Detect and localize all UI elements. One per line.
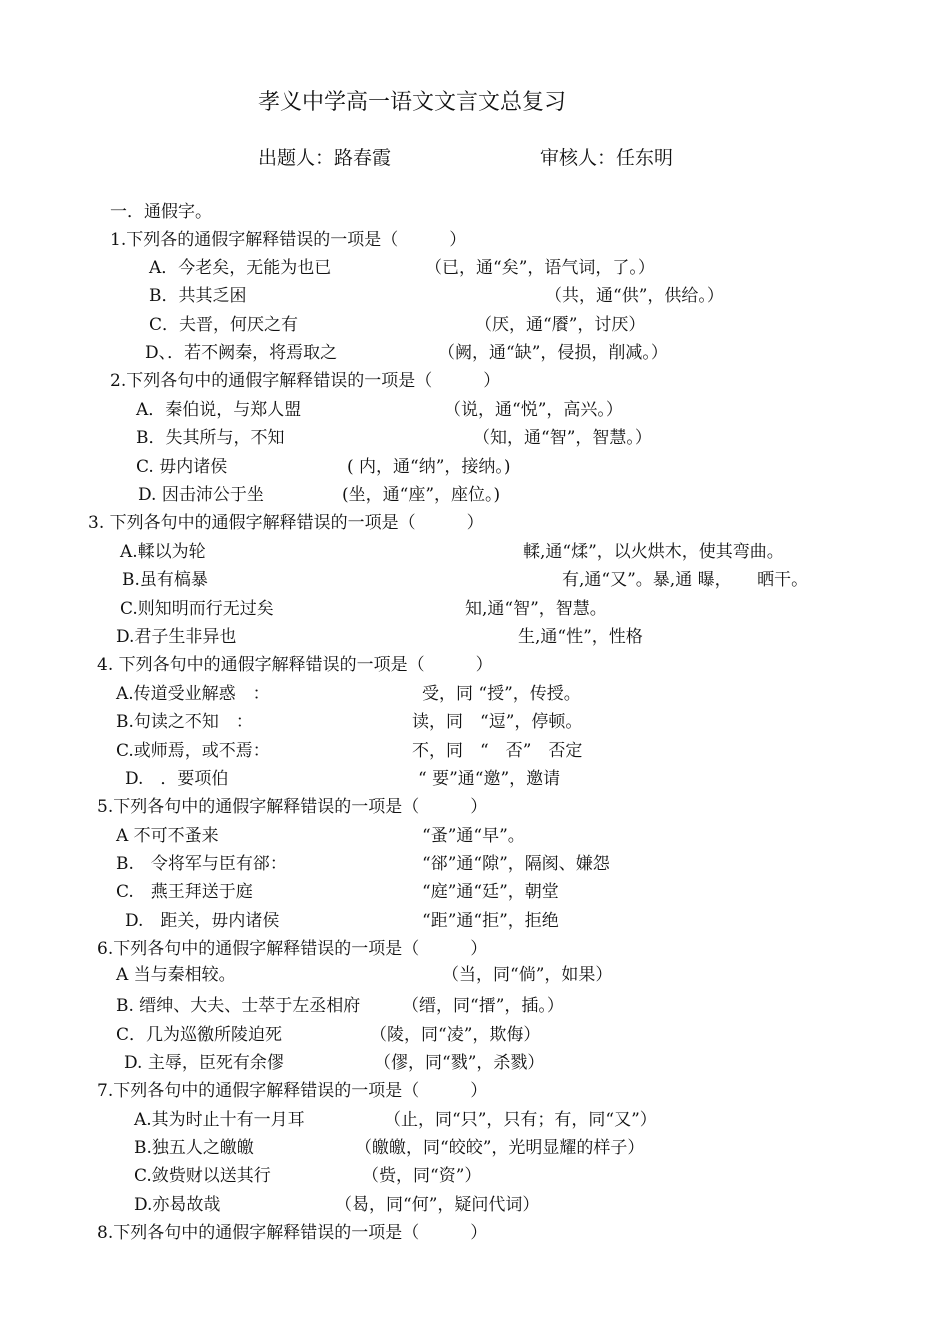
question-stem: 7.下列各句中的通假字解释错误的一项是（ ） xyxy=(97,1081,488,1101)
option-note: “ 要”通“邀”，邀请 xyxy=(418,769,561,789)
option-note: ( 内，通“纳”，接纳。) xyxy=(347,457,511,477)
option-note: (坐，通“座”，座位。) xyxy=(342,485,501,505)
question-stem: 2.下列各句中的通假字解释错误的一项是（ ） xyxy=(110,371,501,391)
option-note: （说，通“悦”，高兴。） xyxy=(444,400,623,420)
option-text: A.輮以为轮 xyxy=(120,542,206,562)
section-heading: 一．通假字。 xyxy=(110,202,212,222)
option-text: B.独五人之皦皦 xyxy=(134,1138,254,1158)
option-note: （共，通“供”，供给。） xyxy=(545,286,724,306)
option-note: （当，同“倘”，如果） xyxy=(442,965,613,985)
option-text: B. 缙绅、大夫、士萃于左丞相府 xyxy=(116,996,361,1016)
option-text: B．失其所与，不知 xyxy=(136,428,285,448)
option-note: “蚤”通“早”。 xyxy=(422,826,525,846)
option-note: （陵，同“凌”，欺侮） xyxy=(370,1025,541,1045)
option-text: D. 因击沛公于坐 xyxy=(138,485,264,505)
option-note: “庭”通“廷”，朝堂 xyxy=(422,882,559,902)
option-text: D.亦曷故哉 xyxy=(134,1195,221,1215)
option-note: “郤”通“隙”，隔阂、嫌怨 xyxy=(422,854,610,874)
option-note: （阙，通“缺”，侵损，削减。） xyxy=(438,343,668,363)
option-note: 有,通“又”。暴,通 曝， 晒干。 xyxy=(562,570,809,590)
option-note: 生,通“性”，性格 xyxy=(518,627,643,647)
option-text: C．几为巡徼所陵迫死 xyxy=(116,1025,283,1045)
option-note: 知,通“智”，智慧。 xyxy=(465,599,607,619)
option-text: D、．若不阙秦，将焉取之 xyxy=(145,343,338,363)
question-stem: 5.下列各句中的通假字解释错误的一项是（ ） xyxy=(97,797,488,817)
option-text: B.虽有槁暴 xyxy=(122,570,208,590)
option-text: C. 毋内诸侯 xyxy=(136,457,228,477)
option-note: （僇，同“戮”，杀戮） xyxy=(374,1053,545,1073)
option-note: 读，同 “逗”，停顿。 xyxy=(412,712,583,732)
author-line: 出题人：路春霞 xyxy=(258,147,392,169)
option-text: C. 燕王拜送于庭 xyxy=(116,882,253,902)
option-note: 不，同 “ 否” 否定 xyxy=(412,741,583,761)
option-text: C.则知明而行无过矣 xyxy=(120,599,274,619)
option-text: A 当与秦相较。 xyxy=(116,965,236,985)
question-stem: 1.下列各的通假字解释错误的一项是（ ） xyxy=(110,230,467,250)
option-note: （赀，同“资”） xyxy=(362,1166,482,1186)
option-text: D. 距关，毋内诸侯 xyxy=(125,911,280,931)
page-title: 孝义中学高一语文文言文总复习 xyxy=(258,90,567,115)
option-text: A．秦伯说，与郑人盟 xyxy=(136,400,302,420)
option-text: A．今老矣，无能为也已 xyxy=(149,258,332,278)
option-note: （止，同“只”，只有；有，同“又”） xyxy=(384,1110,657,1130)
option-note: （曷，同“何”，疑问代词） xyxy=(335,1195,540,1215)
option-text: C.敛赀财以送其行 xyxy=(134,1166,271,1186)
option-text: A 不可不蚤来 xyxy=(116,826,219,846)
question-stem: 6.下列各句中的通假字解释错误的一项是（ ） xyxy=(97,939,488,959)
option-note: 受，同 “授”，传授。 xyxy=(422,684,581,704)
option-text: B.句读之不知 ： xyxy=(116,712,253,732)
option-text: D. 主辱，臣死有余僇 xyxy=(124,1053,284,1073)
option-note: （知，通“智”，智慧。） xyxy=(473,428,652,448)
option-note: 輮,通“煣”，以火烘木，使其弯曲。 xyxy=(523,542,784,562)
option-text: A.其为时止十有一月耳 xyxy=(134,1110,305,1130)
option-note: （已，通“矣”，语气词，了。） xyxy=(425,258,655,278)
reviewer-line: 审核人：任东明 xyxy=(540,147,674,169)
option-note: （厌，通“餍”，讨厌） xyxy=(475,315,646,335)
option-text: C．夫晋，何厌之有 xyxy=(149,315,299,335)
option-note: （皦皦，同“皎皎”，光明显耀的样子） xyxy=(355,1138,645,1158)
question-stem: 3. 下列各句中的通假字解释错误的一项是（ ） xyxy=(88,513,484,533)
option-text: D.君子生非异也 xyxy=(116,627,237,647)
option-note: （缙，同“搢”，插。） xyxy=(402,996,564,1016)
option-text: C.或师焉，或不焉： xyxy=(116,741,270,761)
option-text: B. 令将军与臣有郤： xyxy=(116,854,287,874)
question-stem: 8.下列各句中的通假字解释错误的一项是（ ） xyxy=(97,1223,488,1243)
question-stem: 4. 下列各句中的通假字解释错误的一项是（ ） xyxy=(97,655,493,675)
option-text: B．共其乏困 xyxy=(149,286,247,306)
option-text: D. ．要项伯 xyxy=(125,769,229,789)
option-note: “距”通“拒”，拒绝 xyxy=(422,911,559,931)
option-text: A.传道受业解惑 ： xyxy=(116,684,270,704)
